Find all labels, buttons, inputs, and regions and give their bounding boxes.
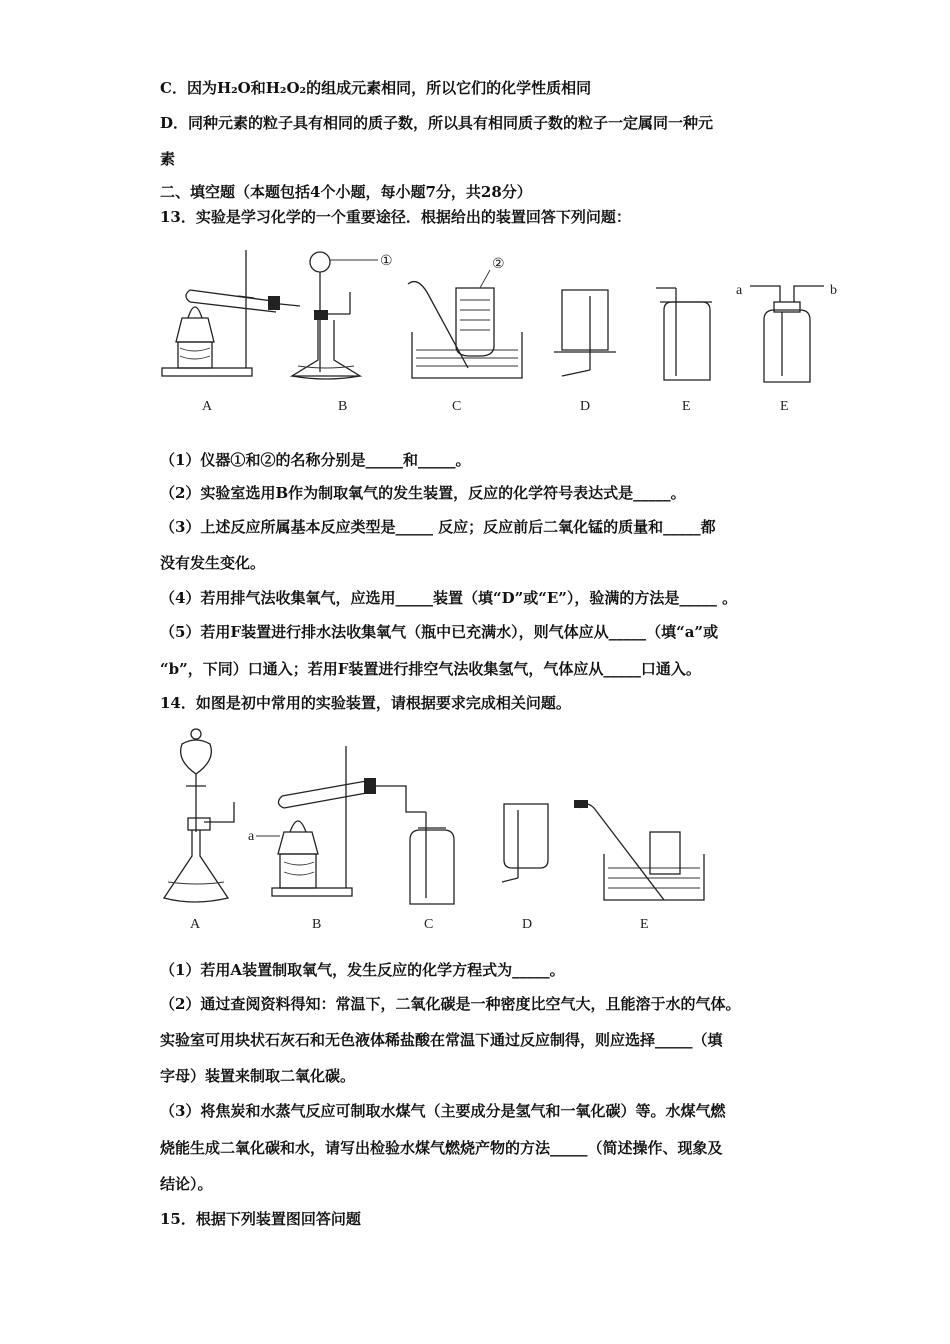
q14-part2-cont2: 字母）装置来制取二氧化碳。 [160,1067,356,1085]
q14-stem: 14．如图是初中常用的实验装置，请根据要求完成相关问题。 [160,694,571,712]
option-d: D．同种元素的粒子具有相同的质子数，所以具有相同质子数的粒子一定属同一种元 [160,114,714,132]
option-d-cont: 素 [160,150,176,168]
apparatus-a-separatory-funnel [164,729,234,902]
apparatus-a-heating [162,250,300,376]
q13-part2: （2）实验室选用B作为制取氧气的发生装置，反应的化学符号表达式是_____。 [160,484,686,502]
q15-stem: 15．根据下列装置图回答问题 [160,1210,361,1228]
section-heading: 二、填空题（本题包括4个小题，每小题7分，共28分） [160,183,532,201]
q14-part1: （1）若用A装置制取氧气，发生反应的化学方程式为_____。 [160,961,565,979]
q14-part3-cont: 烧能生成二氧化碳和水，请写出检验水煤气燃烧产物的方法_____（简述操作、现象及 [160,1139,723,1157]
mark-a: a [248,829,255,844]
q13-part5: （5）若用F装置进行排水法收集氧气（瓶中已充满水），则气体应从_____（填“a”或 [160,623,719,641]
apparatus-d-inverted-bottle [554,290,616,376]
apparatus-b-flask [292,252,378,379]
label-a: A [202,399,213,414]
label-d: D [580,399,591,414]
label-f: E [780,399,789,414]
apparatus-c-trough [408,270,522,378]
apparatus-e-trough [574,800,704,900]
apparatus-d-inverted-bottle [502,804,548,882]
q13-part1: （1）仪器①和②的名称分别是_____和_____。 [160,451,471,469]
mark-2: ② [492,257,505,272]
apparatus-b-heating [256,746,426,896]
label-e: E [640,917,649,932]
label-e: E [682,399,691,414]
q14-part3-cont2: 结论）。 [160,1175,213,1193]
q14-part2-cont: 实验室可用块状石灰石和无色液体稀盐酸在常温下通过反应制得，则应选择_____（填 [160,1031,723,1049]
figure-q14-apparatus [150,722,770,942]
label-c: C [424,917,434,932]
label-d: D [522,917,533,932]
q13-part3: （3）上述反应所属基本反应类型是_____ 反应；反应前后二氧化锰的质量和_____都 [160,518,716,536]
mark-1: ① [380,254,393,269]
port-b: b [830,283,837,298]
port-a: a [736,283,743,298]
label-b: B [312,917,322,932]
label-b: B [338,399,348,414]
q14-part3: （3）将焦炭和水蒸气反应可制取水煤气（主要成分是氢气和一氧化碳）等。水煤气燃 [160,1102,726,1120]
figure-q13-apparatus [150,240,850,420]
q13-part4: （4）若用排气法收集氧气，应选用_____装置（填“D”或“E”），验满的方法是_____ 。 [160,589,738,607]
label-a: A [190,917,201,932]
label-c: C [452,399,462,414]
q13-part5-cont: “b”，下同）口通入；若用F装置进行排空气法收集氢气，气体应从_____口通入。 [160,660,701,678]
option-c: C．因为H₂O和H₂O₂的组成元素相同，所以它们的化学性质相同 [160,79,592,97]
q14-part2: （2）通过查阅资料得知：常温下，二氧化碳是一种密度比空气大，且能溶于水的气体。 [160,995,741,1013]
apparatus-c-bottle [410,812,454,904]
apparatus-f-gas-bottle [750,286,824,382]
apparatus-e-bottle [656,288,712,380]
q13-stem: 13．实验是学习化学的一个重要途径．根据给出的装置回答下列问题： [160,208,631,226]
q13-part3-cont: 没有发生变化。 [160,554,266,572]
